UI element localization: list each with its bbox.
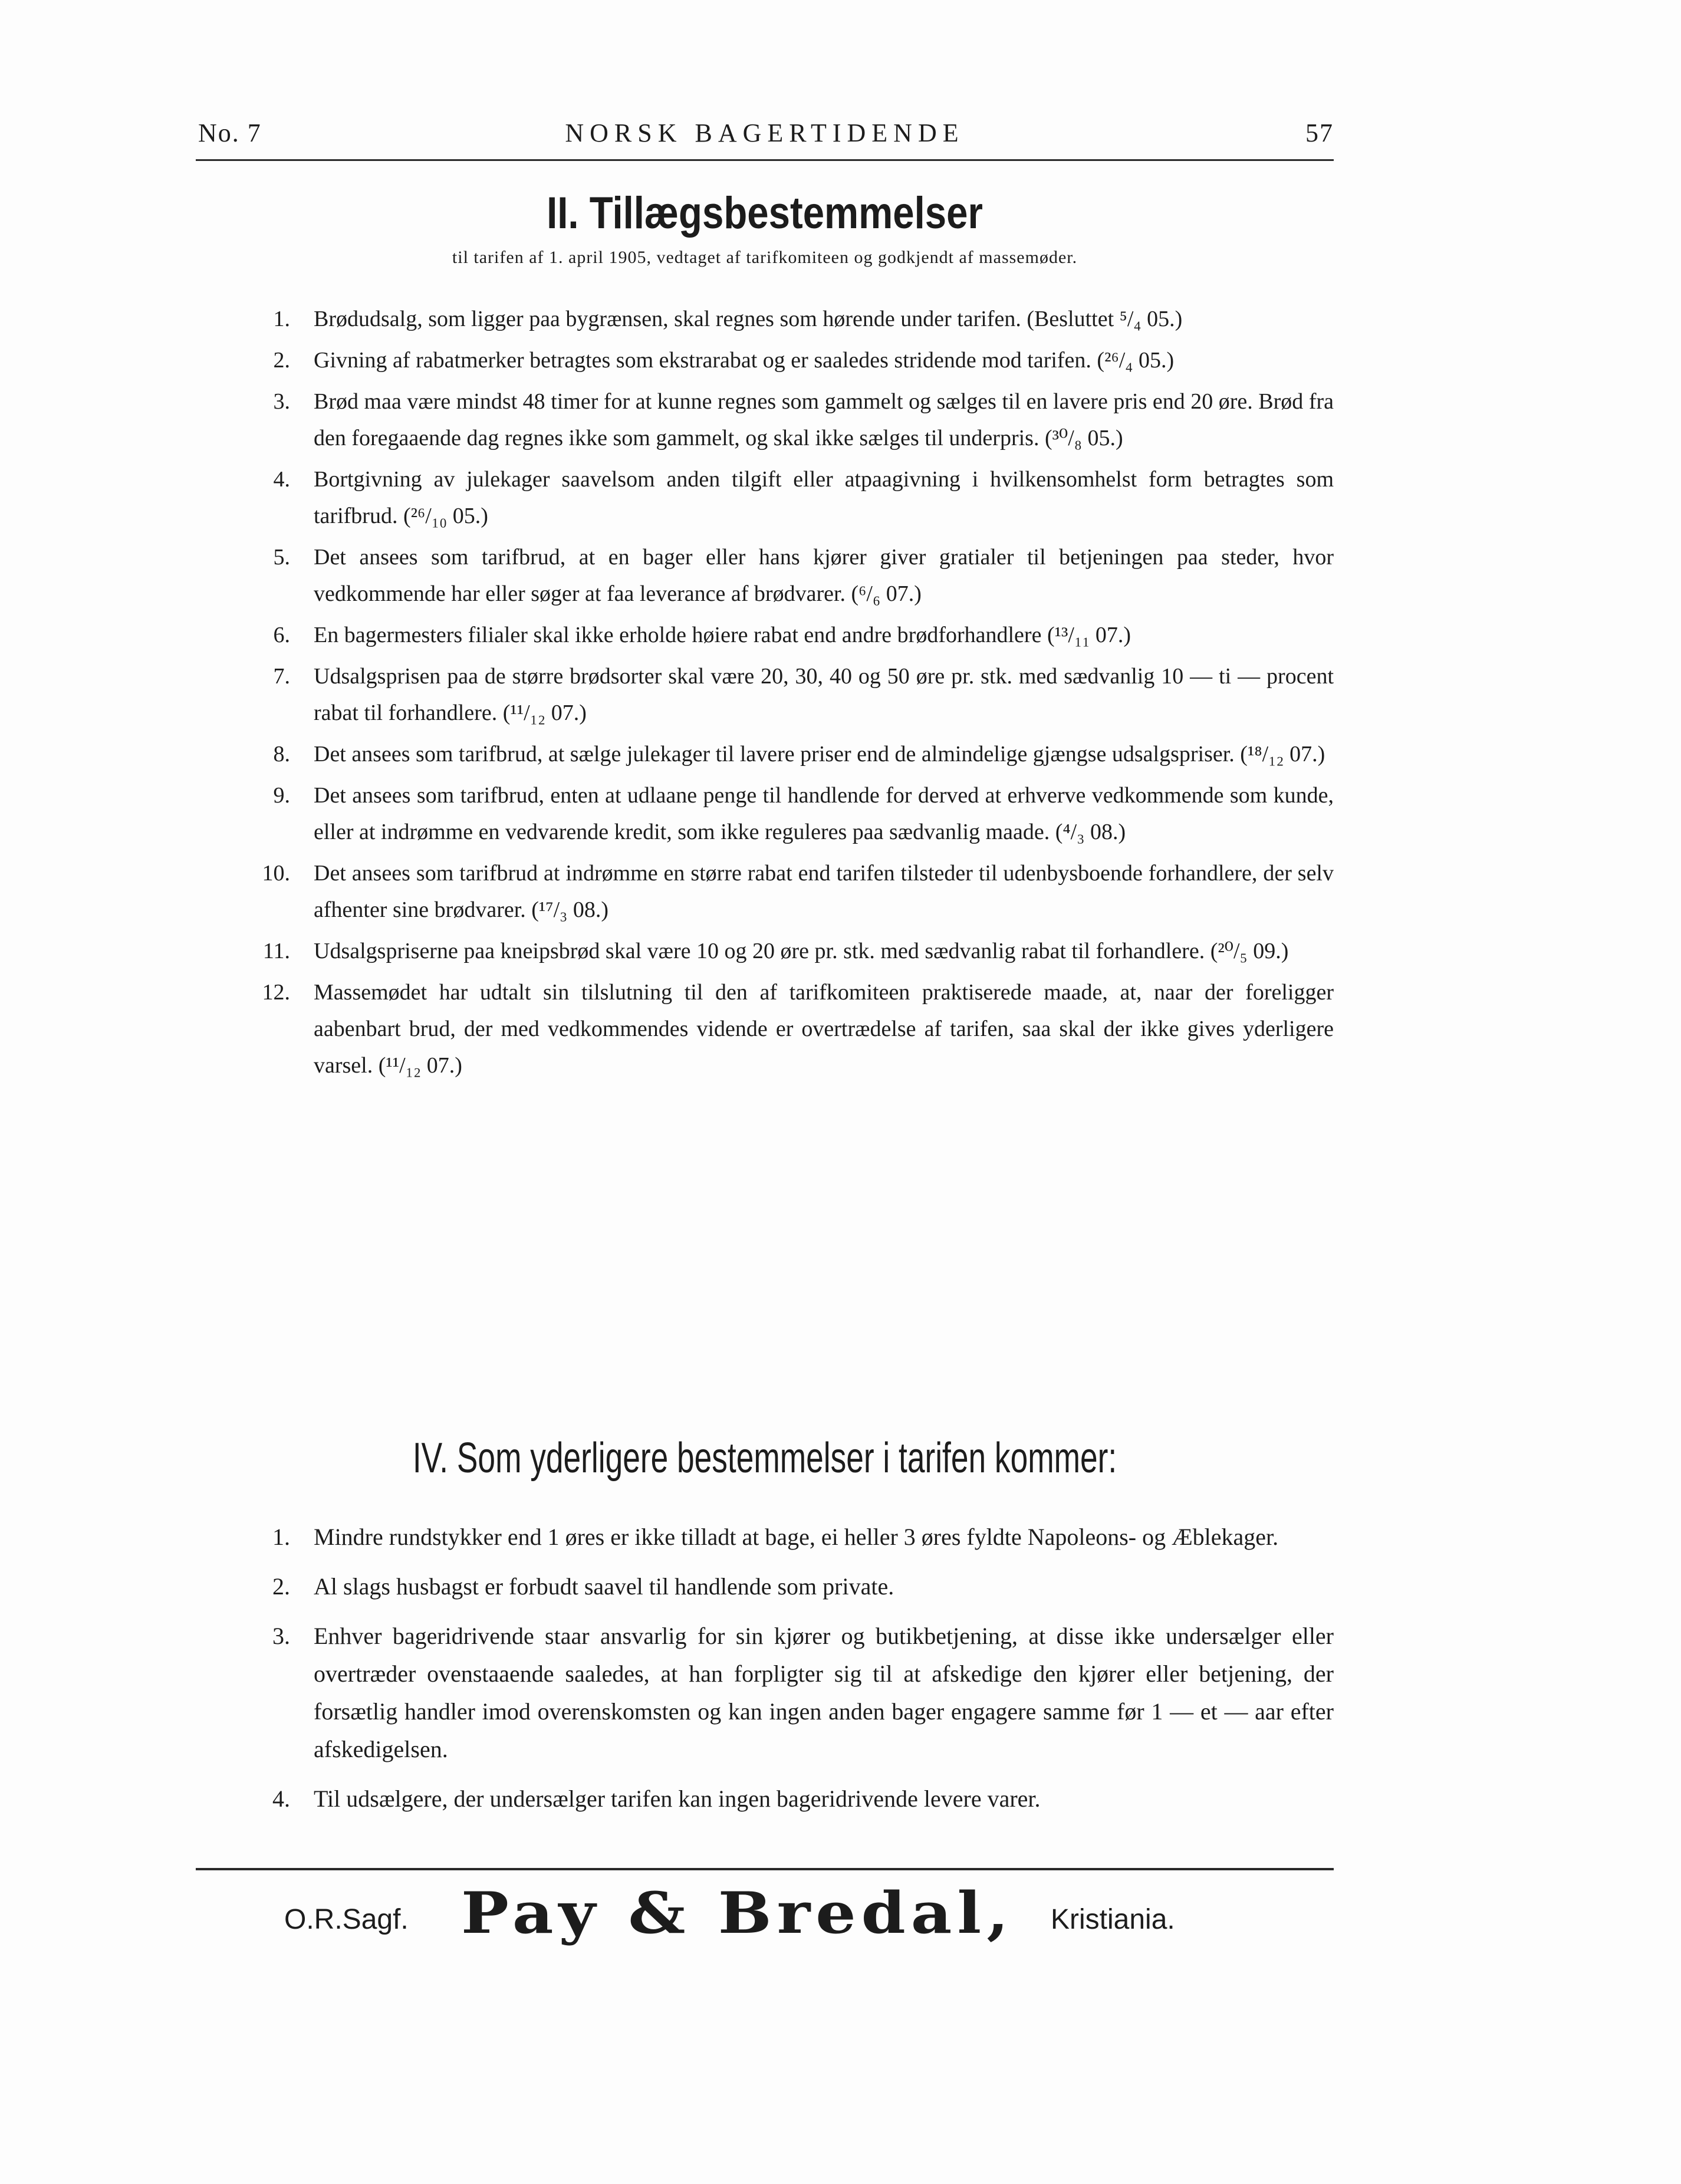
page-number: 57 [1305, 119, 1334, 147]
item-number: 4. [272, 1785, 290, 1812]
section-4-list [196, 1518, 1334, 1830]
issue-number: No. 7 [198, 119, 262, 147]
item-text: Udsalgspriserne paa kneipsbrød skal være 10 og 20 øre pr. stk. med sædvanlig rabat til forhandlere. (²⁰/₅ 09.) [314, 939, 1289, 963]
item-text: Det ansees som tarifbrud, at en bager eller hans kjører giver gratialer til betjeningen paa steder, hvor vedkommende har eller søger at faa leverance af brødvarer. (⁶/₆ 07.) [314, 545, 1334, 606]
item-text: Massemødet har udtalt sin tilslutning til den af tarifkomiteen praktiserede maade, at, naar der foreligger aabenbart brud, der med vedkommendes vidende er overtrædelse af tarifen, saa skal der ikke gives yderligere varsel. (¹¹/₁₂ 07.) [314, 980, 1334, 1078]
section-2-subtitle: til tarifen af 1. april 1905, vedtaget af tarifkomiteen og godkjendt af massemøder. [452, 248, 1078, 267]
item-number: 5. [273, 545, 290, 570]
item-number: 12. [262, 980, 290, 1005]
item-text: Enhver bageridrivende staar ansvarlig for sin kjører og butikbetjening, at disse ikke undersælger eller overtræder ovenstaaende saaledes, at han forpligter sig til at afskedige den kjører eller betjening, der forsætlig handler imod overenskomsten og kan ingen anden bager engagere samme før 1 — et — aar efter afskedigelsen. [314, 1623, 1334, 1762]
item-number: 6. [273, 623, 290, 647]
journal-name: NORSK BAGERTIDENDE [565, 119, 965, 147]
list-item [196, 342, 1334, 379]
list-item [196, 658, 1334, 731]
item-text: Givning af rabatmerker betragtes som ekstrarabat og er saaledes stridende mod tarifen. (²⁶/₄ 05.) [314, 348, 1175, 373]
printer-imprint [284, 1880, 1287, 1956]
list-item [196, 461, 1334, 534]
list-item [196, 855, 1334, 928]
item-text: Til udsælgere, der undersælger tarifen kan ingen bageridrivende levere varer. [314, 1785, 1041, 1812]
document-page [196, 0, 1334, 2184]
item-text: Udsalgsprisen paa de større brødsorter skal være 20, 30, 40 og 50 øre pr. stk. med sædvanlig 10 — ti — procent rabat til forhandlere. (¹¹/₁₂ 07.) [314, 664, 1334, 725]
item-number: 1. [273, 307, 290, 331]
list-item [196, 777, 1334, 850]
item-text: Bortgivning av julekager saavelsom anden tilgift eller atpaagivning i hvilkensomhelst form betragtes som tarifbrud. (²⁶/₁₀ 05.) [314, 467, 1334, 528]
item-text: En bagermesters filialer skal ikke erholde høiere rabat end andre brødforhandlere (¹³/₁₁ 07.) [314, 623, 1131, 647]
item-text: Det ansees som tarifbrud, at sælge julekager til lavere priser end de almindelige gjængse udsalgspriser. (¹⁸/₁₂ 07.) [314, 742, 1325, 767]
item-number: 4. [273, 467, 290, 492]
list-item [196, 617, 1334, 653]
item-number: 8. [273, 742, 290, 767]
footer-rule [196, 1868, 1334, 1870]
item-number: 3. [272, 1623, 290, 1649]
printer-firm: Pay & Bredal, [461, 1880, 1014, 1946]
list-item [196, 736, 1334, 772]
running-header [196, 118, 1334, 153]
item-number: 9. [273, 783, 290, 808]
item-number: 3. [273, 389, 290, 414]
section-2-list [196, 301, 1334, 1088]
list-item [196, 974, 1334, 1084]
item-text: Brød maa være mindst 48 timer for at kunne regnes som gammelt og sælges til en lavere pris end 20 øre. Brød fra den foregaaende dag regnes ikke som gammelt, og skal ikke sælges til underpris. (³⁰/₈ 05.) [314, 389, 1334, 450]
list-item [196, 1617, 1334, 1768]
list-item [196, 539, 1334, 612]
list-item [196, 301, 1334, 337]
item-text: Det ansees som tarifbrud at indrømme en større rabat end tarifen tilsteder til udenbysboende forhandlere, der selv afhenter sine brødvarer. (¹⁷/₃ 08.) [314, 861, 1334, 922]
list-item [196, 1780, 1334, 1818]
section-4-title: IV. Som yderligere bestemmelser i tarifen kommer: [412, 1435, 1117, 1482]
list-item [196, 383, 1334, 456]
item-text: Al slags husbagst er forbudt saavel til handlende som private. [314, 1573, 894, 1600]
item-text: Det ansees som tarifbrud, enten at udlaane penge til handlende for derved at erhverve vedkommende som kunde, eller at indrømme en vedvarende kredit, som ikke reguleres paa sædvanlig maade. (⁴/₃ 08.) [314, 783, 1334, 844]
list-item [196, 933, 1334, 969]
item-number: 7. [273, 664, 290, 689]
section-2-title: II. Tillægsbestemmelser [547, 188, 983, 238]
list-item [196, 1568, 1334, 1606]
item-number: 2. [272, 1573, 290, 1600]
list-item [196, 1518, 1334, 1556]
item-number: 2. [273, 348, 290, 373]
item-number: 1. [272, 1524, 290, 1550]
header-rule [196, 159, 1334, 161]
item-number: 10. [262, 861, 290, 886]
printer-city: Kristiania. [1051, 1904, 1175, 1935]
item-text: Brødudsalg, som ligger paa bygrænsen, skal regnes som hørende under tarifen. (Besluttet ⁵/₄ 05.) [314, 307, 1183, 331]
item-number: 11. [262, 939, 290, 963]
printer-name: O.R.Sagf. [284, 1904, 409, 1935]
item-text: Mindre rundstykker end 1 øres er ikke tilladt at bage, ei heller 3 øres fyldte Napoleons- og Æblekager. [314, 1524, 1279, 1550]
